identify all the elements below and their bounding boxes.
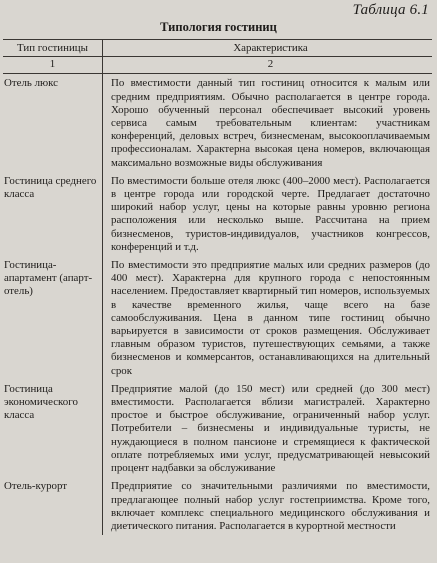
header-hotel-type: Тип гостиницы	[3, 40, 103, 57]
hotel-type-cell: Отель люкс	[3, 74, 103, 172]
table-row	[3, 477, 432, 535]
hotel-type-cell: Отель-курорт	[3, 477, 103, 535]
table-header-row	[3, 40, 432, 57]
hotel-typology-table	[3, 39, 432, 535]
table-row	[3, 172, 432, 256]
description-cell: По вместимости данный тип гостиниц относится к малым или средним предприятиям. Обычно располагается в центре города. Хорошо обученный персонал обеспечивает высокий уровень сервиса самым требовательным клиентам: участникам конференций, деловых встреч, бизнесменам, высокооплачиваемым профессионалам. Характерна высокая цена номеров, включающая максимально возможные виды обслуживания	[111, 77, 430, 169]
table-row	[3, 256, 432, 380]
table-caption: Таблица 6.1	[352, 2, 429, 18]
column-number-1: 1	[3, 57, 103, 74]
table-row	[3, 380, 432, 477]
table-row	[3, 74, 432, 172]
hotel-type-cell: Гостиница среднего класса	[3, 172, 103, 256]
table-title: Типология гостиниц	[160, 20, 277, 34]
description-cell: По вместимости больше отеля люкс (400–2000 мест). Располагается в центре города или городской черте. Предлагает достаточно широкий набор услуг, цены на которые равны уровню региона расположения или несколько выше. Рассчитана на прием бизнесменов, туристов-индивидуалов, участников конгрессов, конференций и т.д.	[111, 174, 430, 253]
column-number-2: 2	[103, 57, 433, 74]
header-characteristics: Характеристика	[103, 40, 433, 57]
hotel-type-cell: Гостиница экономического класса	[3, 380, 103, 477]
description-cell: Предприятие малой (до 150 мест) или средней (до 300 мест) вместимости. Располагается вблизи магистралей. Характерно простое и быстрое обслуживание, ограниченный набор услуг. Потребители – бизнесмены и индивидуальные туристы, не нуждающиеся в полном пансионе и стремящиеся к фактической оплате потребляемых ими услуг, предусматривающей невысокий процент надбавки за обслуживание	[111, 382, 430, 475]
column-number-row	[3, 57, 432, 74]
hotel-type-cell: Гостиница-апартамент (апарт-отель)	[3, 256, 103, 380]
description-cell: По вместимости это предприятие малых или средних размеров (до 400 мест). Характерна для крупного города с непостоянным населением. Предоставляет квартирный тип номеров, используемых в качестве временного жилья, чаще всего на базе самообслуживания. Цена в данном типе гостиниц обычно варьируется в зависимости от сроков размещения. Обслуживает главным образом туристов, путешествующих семьями, а также бизнесменов и коммерсантов, останавливающихся на длительный срок	[111, 259, 430, 377]
description-cell: Предприятие со значительными различиями по вместимости, предлагающее полный набор услуг гостеприимства. Кроме того, включает комплекс специального медицинского обслуживания и диетического питания. Располагается в курортной местности	[111, 480, 430, 532]
